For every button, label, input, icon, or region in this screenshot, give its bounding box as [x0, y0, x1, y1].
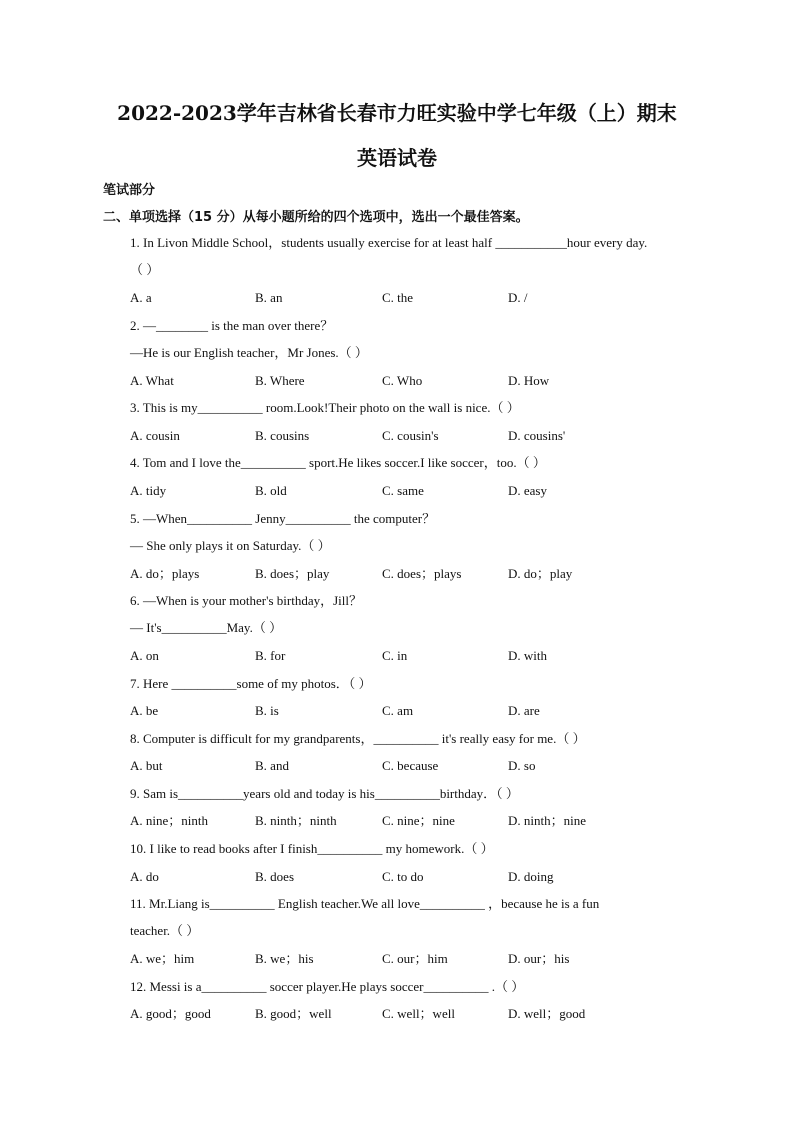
- question-4-option-a: A. tidy: [130, 483, 167, 498]
- question-1-option-c: C. the: [382, 290, 414, 305]
- question-9-option-c: C. nine；nine: [382, 813, 455, 828]
- question-5-text: — She only plays it on Saturday.（ ）: [130, 538, 331, 553]
- question-7-option-a: A. be: [130, 703, 159, 718]
- question-5-text: 5. —When__________ Jenny__________ the computer？: [130, 511, 436, 526]
- question-6-option-b: B. for: [255, 648, 286, 663]
- question-2-option-d: D. How: [508, 373, 550, 388]
- question-10-option-d: D. doing: [508, 869, 554, 884]
- question-1-options: [130, 289, 690, 307]
- question-3-options: [130, 427, 690, 445]
- question-4-text: 4. Tom and I love the__________ sport.He likes soccer.I like soccer，too.（ ）: [130, 455, 546, 470]
- question-6-option-a: A. on: [130, 648, 159, 663]
- question-2-text: —He is our English teacher，Mr Jones.（ ）: [130, 345, 368, 360]
- question-12-text: 12. Messi is a__________ soccer player.He plays soccer__________ .（ ）: [130, 979, 525, 994]
- question-12-option-c: C. well；well: [382, 1006, 455, 1021]
- question-7-option-c: C. am: [382, 703, 414, 718]
- question-3-option-a: A. cousin: [130, 428, 180, 443]
- question-2-options: [130, 372, 690, 390]
- question-10-options: [130, 868, 690, 886]
- question-12-option-d: D. well；good: [508, 1006, 586, 1021]
- question-6-option-c: C. in: [382, 648, 408, 663]
- question-8-text: 8. Computer is difficult for my grandparents，__________ it's really easy for me.（ ）: [130, 731, 586, 746]
- question-7-option-b: B. is: [255, 703, 279, 718]
- question-6-text: 6. —When is your mother's birthday，Jill？: [130, 593, 362, 608]
- question-10-text: 10. I like to read books after I finish__________ my homework.（ ）: [130, 841, 494, 856]
- question-3-option-c: C. cousin's: [382, 428, 439, 443]
- question-4-options: [130, 482, 690, 500]
- question-1-option-a: A. a: [130, 290, 152, 305]
- section-heading-written: 笔试部分: [103, 183, 156, 198]
- question-6-text: — It's__________May.（ ）: [130, 620, 283, 635]
- question-9-option-a: A. nine；ninth: [130, 813, 208, 828]
- question-4-option-c: C. same: [382, 483, 424, 498]
- question-1-text: 1. In Livon Middle School，students usually exercise for at least half ___________hour every day.: [130, 235, 648, 250]
- question-2-option-a: A. What: [130, 373, 174, 388]
- question-4-option-d: D. easy: [508, 483, 547, 498]
- question-5-options: [130, 565, 690, 583]
- question-11-option-b: B. we；his: [255, 951, 314, 966]
- exam-title-line2: 英语试卷: [357, 146, 437, 170]
- question-8-option-d: D. so: [508, 758, 536, 773]
- question-2-text: 2. —________ is the man over there？: [130, 318, 334, 333]
- question-11-option-d: D. our；his: [508, 951, 570, 966]
- question-5-option-a: A. do；plays: [130, 566, 200, 581]
- section-heading-multiple-choice: 二、单项选择（15 分）从每小题所给的四个选项中，选出一个最佳答案。: [103, 210, 529, 225]
- question-1-option-d: D. /: [508, 290, 528, 305]
- question-10-option-c: C. to do: [382, 869, 424, 884]
- question-5-option-c: C. does；plays: [382, 566, 462, 581]
- question-4-option-b: B. old: [255, 483, 287, 498]
- question-1-option-b: B. an: [255, 290, 283, 305]
- question-9-option-b: B. ninth；ninth: [255, 813, 337, 828]
- question-8-option-a: A. but: [130, 758, 163, 773]
- question-10-option-b: B. does: [255, 869, 294, 884]
- question-1-text: （ ）: [130, 262, 160, 277]
- question-5-option-d: D. do；play: [508, 566, 573, 581]
- question-2-option-b: B. Where: [255, 373, 305, 388]
- question-3-option-d: D. cousins': [508, 428, 566, 443]
- question-5-option-b: B. does；play: [255, 566, 330, 581]
- question-12-option-b: B. good；well: [255, 1006, 332, 1021]
- question-7-text: 7. Here __________some of my photos．（ ）: [130, 676, 372, 691]
- question-12-options: [130, 1005, 690, 1023]
- question-11-options: [130, 950, 690, 968]
- question-8-option-b: B. and: [255, 758, 289, 773]
- question-6-option-d: D. with: [508, 648, 547, 663]
- question-8-options: [130, 757, 690, 775]
- question-11-option-c: C. our；him: [382, 951, 448, 966]
- question-3-text: 3. This is my__________ room.Look!Their photo on the wall is nice.（ ）: [130, 400, 520, 415]
- exam-title-line1: 2022-2023学年吉林省长春市力旺实验中学七年级（上）期末: [117, 101, 677, 125]
- question-8-option-c: C. because: [382, 758, 439, 773]
- question-2-option-c: C. Who: [382, 373, 423, 388]
- question-7-options: [130, 702, 690, 720]
- question-12-option-a: A. good；good: [130, 1006, 211, 1021]
- question-11-text: teacher.（ ）: [130, 923, 200, 938]
- question-3-option-b: B. cousins: [255, 428, 310, 443]
- question-9-options: [130, 812, 690, 830]
- question-11-option-a: A. we；him: [130, 951, 195, 966]
- question-9-option-d: D. ninth；nine: [508, 813, 586, 828]
- question-7-option-d: D. are: [508, 703, 540, 718]
- question-9-text: 9. Sam is__________years old and today is his__________birthday．（ ）: [130, 786, 519, 801]
- question-11-text: 11. Mr.Liang is__________ English teacher.We all love__________ ，because he is a fun: [130, 896, 600, 911]
- question-10-option-a: A. do: [130, 869, 159, 884]
- question-6-options: [130, 647, 690, 665]
